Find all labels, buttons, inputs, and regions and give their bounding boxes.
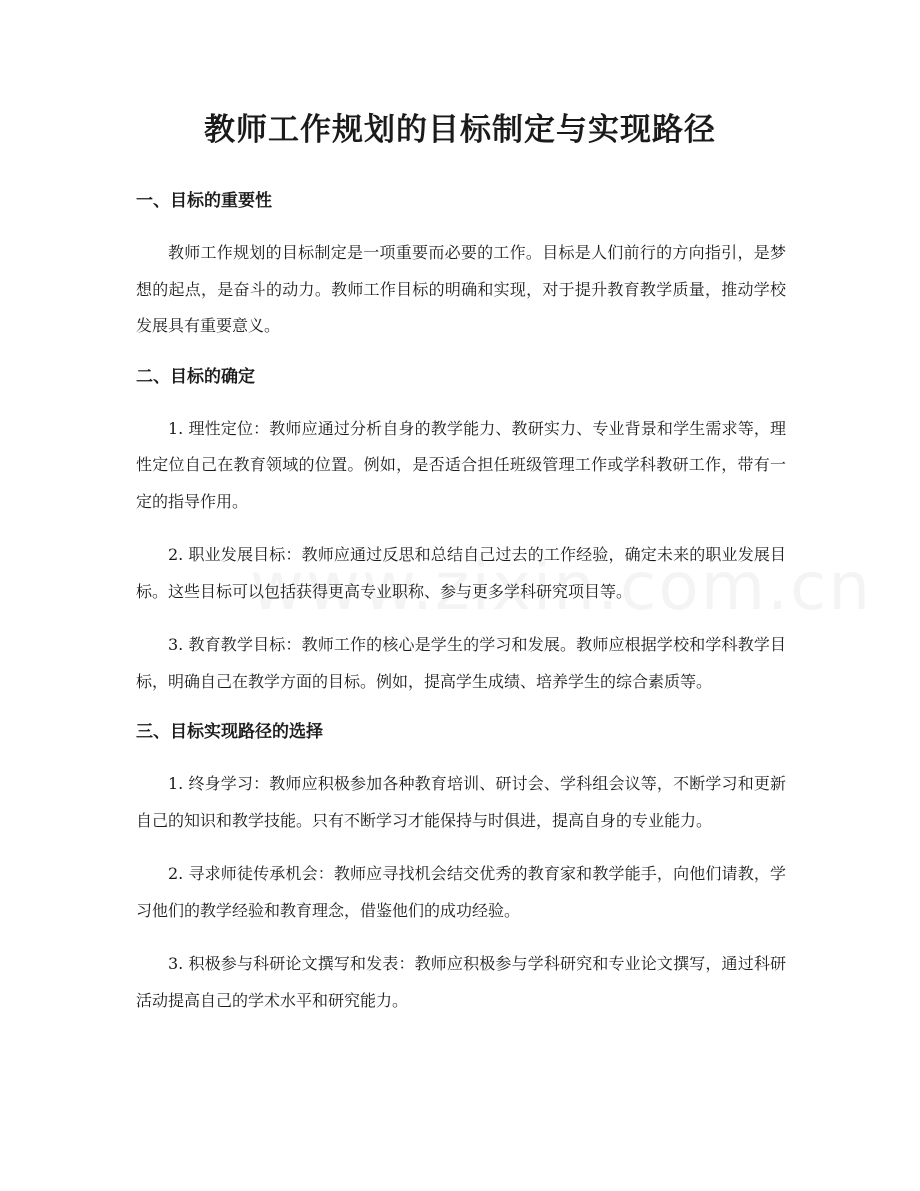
paragraph: 1. 终身学习：教师应积极参加各种教育培训、研讨会、学科组会议等，不断学习和更新自己的知识和教学技能。只有不断学习才能保持与时俱进，提高自身的专业能力。 — [136, 774, 786, 830]
document-body — [136, 186, 786, 1036]
section-paths — [136, 717, 786, 1019]
paragraph: 2. 寻求师徒传承机会：教师应寻找机会结交优秀的教育家和教学能手，向他们请教，学习他们的教学经验和教育理念，借鉴他们的成功经验。 — [136, 864, 786, 920]
paragraph: 2. 职业发展目标：教师应通过反思和总结自己过去的工作经验，确定未来的职业发展目标。这些目标可以包括获得更高专业职称、参与更多学科研究项目等。 — [136, 545, 786, 601]
paragraph: 3. 积极参与科研论文撰写和发表：教师应积极参与学科研究和专业论文撰写，通过科研活动提高自己的学术水平和研究能力。 — [136, 954, 786, 1010]
section-importance — [136, 186, 786, 345]
paragraph: 1. 理性定位：教师应通过分析自身的教学能力、教研实力、专业背景和学生需求等，理性定位自己在教育领域的位置。例如，是否适合担任班级管理工作或学科教研工作，带有一定的指导作用。 — [136, 418, 786, 511]
section-heading: 二、目标的确定 — [136, 366, 255, 387]
page-title: 教师工作规划的目标制定与实现路径 — [204, 112, 716, 148]
section-heading: 三、目标实现路径的选择 — [136, 722, 323, 742]
paragraph: 3. 教育教学目标：教师工作的核心是学生的学习和发展。教师应根据学校和学科教学目标，明确自己在教学方面的目标。例如，提高学生成绩、培养学生的综合素质等。 — [136, 635, 786, 691]
section-determination — [136, 362, 786, 701]
section-heading: 一、目标的重要性 — [136, 191, 272, 211]
paragraph: 教师工作规划的目标制定是一项重要而必要的工作。目标是人们前行的方向指引，是梦想的起点，是奋斗的动力。教师工作目标的明确和实现，对于提升教育教学质量，推动学校发展具有重要意义。 — [136, 243, 786, 335]
